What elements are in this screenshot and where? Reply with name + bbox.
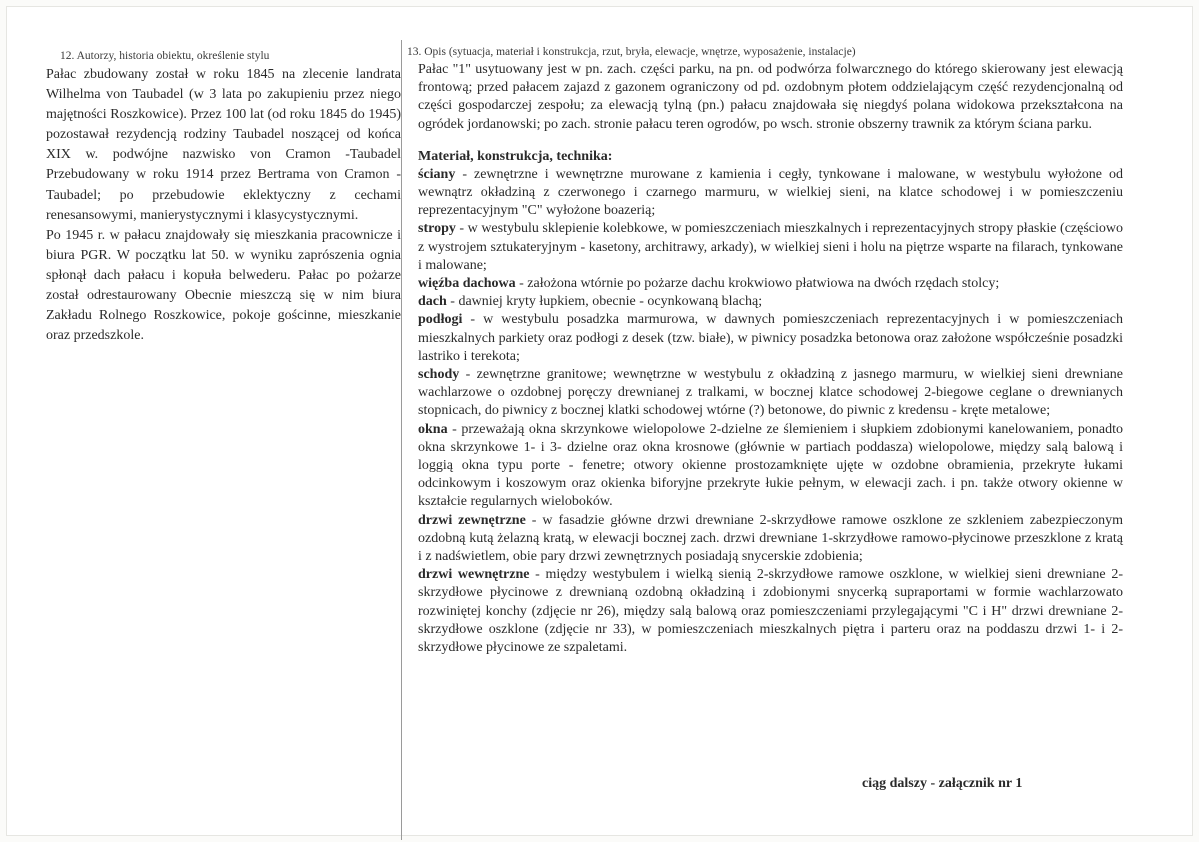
- item-text: - między westybulem i wielką sienią 2-skrzydłowe ramowe oszklone, w wielkiej sieni drewniane 2-skrzydłowe płycinowe z drewnianą ozdobną okładziną i zdobionymi snycerką supraportami w formie wachlarzowato rozwiniętej konchy (zdjęcie nr 26), między salą balową oraz pomieszczeniami przylegającymi "C i H" drzwi drewniane 2-skrzydłowe oszklone (zdjęcie nr 33), w pomieszczeniach mieszkalnych piętra i parteru oraz na poddaszu drzwi 1- i 2-skrzydłowe płycinowe ze szpaletami.: [418, 567, 1123, 656]
- material-item-roof-truss: [418, 275, 1123, 293]
- material-item-interior-doors: [418, 566, 1123, 657]
- history-paragraph-1: Pałac zbudowany został w roku 1845 na zlecenie landrata Wilhelma von Taubadel (w 3 lata po zakupieniu przez niego majętności Roszkowice). Przez 100 lat (od roku 1845 do 1945) pozostawał rezydencją rodziny Taubadel noszącej od końca XIX w. podwójne nazwisko von Cramon -Taubadel Przebudowany w roku 1914 przez Bertrama von Cramon - Taubadel; po przebudowie eklektyczny z cechami renesansowymi, manierystycznymi i klasycystycznymi.: [46, 67, 401, 223]
- section-13-heading: 13. Opis (sytuacja, materiał i konstrukcja, rzut, bryła, elewacje, wnętrze, wyposażenie, instalacje): [407, 46, 856, 58]
- column-divider: [401, 40, 402, 840]
- item-text: - w fasadzie główne drzwi drewniane 2-skrzydłowe ramowe oszklone ze szkleniem zabezpieczonym ozdobną kutą żelazną kratą, w elewacji bocznej zach. drzwi drewniane 1-skrzydłowe ramowo-płycinowe przeszklone z kratą i z nadświetlem, obie pary drzwi zewnętrznych posiadają snycerskie zdobienia;: [418, 512, 1123, 565]
- item-text: - w westybulu posadzka marmurowa, w dawnych pomieszczeniach reprezentacyjnych i w pomieszczeniach mieszkalnych parkiety oraz podłogi z desek (tzw. białe), w piwnicy posadzka betonowa oraz założone współcześnie posadzki lastriko i terekota;: [418, 312, 1123, 364]
- section-12-heading: 12. Autorzy, historia obiektu, określenie stylu: [60, 50, 270, 62]
- material-list: [418, 166, 1123, 657]
- material-item-walls: [418, 166, 1123, 221]
- item-text: - założona wtórnie po pożarze dachu krokwiowo płatwiowa na dwóch rzędach stolcy;: [515, 276, 1000, 292]
- item-term: więźba dachowa: [418, 276, 516, 292]
- material-item-ceilings: [418, 220, 1123, 275]
- material-item-windows: [418, 421, 1123, 512]
- item-term: okna: [418, 421, 448, 437]
- section-12: [46, 50, 401, 346]
- history-paragraph-2: Po 1945 r. w pałacu znajdowały się mieszkania pracownicze i biura PGR. W początku lat 50. w wyniku zaprószenia ognia spłonął dach pałacu i kopuła belwederu. Pałac po pożarze został odrestaurowany Obecnie mieszczą się w nim biura Zakładu Rolnego Roszkowice, pokoje gościnne, mieszkanie oraz przedszkole.: [46, 227, 401, 344]
- item-term: schody: [418, 367, 460, 383]
- item-term: podłogi: [418, 312, 463, 328]
- section-13: [407, 46, 1142, 657]
- material-item-exterior-doors: [418, 512, 1123, 567]
- item-term: ściany: [418, 166, 456, 182]
- item-term: drzwi zewnętrzne: [418, 512, 526, 528]
- item-term: stropy: [418, 221, 456, 237]
- material-item-roof: [418, 293, 1123, 311]
- item-text: - zewnętrzne granitowe; wewnętrzne w westybulu z okładziną z jasnego marmuru, w wielkiej sieni drewniane wachlarzowe o ozdobnej poręczy drewnianej z tralkami, w bocznej klatce schodowej 2-biegowe ceglane o drewnianych stopnicach, do piwnicy z bocznej klatki schodowej wtórne (?) betonowe, do piwnic z kredensu - kręte metalowe;: [418, 367, 1123, 419]
- material-item-stairs: [418, 366, 1123, 421]
- location-description: Pałac "1" usytuowany jest w pn. zach. części parku, na pn. od podwórza folwarcznego do którego skierowany jest elewacją frontową; przed pałacem zajazd z gazonem ograniczony od pd. ozdobnym płotem oddzielającym część rezydencjonalną od części gospodarczej zespołu; za elewacją tylną (pn.) pałacu znajdowała się niegdyś polana widokowa przekształcona na ogródek jordanowski; po zach. stronie pałacu teren ogrodów, po wsch. stronie obszerny trawnik za którym ściana parku.: [418, 62, 1123, 132]
- material-item-floors: [418, 311, 1123, 366]
- item-text: - w westybulu sklepienie kolebkowe, w pomieszczeniach mieszkalnych i reprezentacyjnych stropy płaskie (częściowo z wystrojem sztukateryjnym - kasetony, architrawy, arkady), w wielkiej sieni i holu na piętrze wsparte na filarach, tynkowane i malowane;: [418, 221, 1123, 273]
- item-text: - zewnętrzne i wewnętrzne murowane z kamienia i cegły, tynkowane i malowane, w westybulu wyłożone od wewnątrz okładziną z czerwonego i czarnego marmuru, w wielkiej sieni, na klatce schodowej i w pomieszczeniu reprezentacyjnym "C" wyłożone boazerią;: [418, 166, 1123, 219]
- item-text: - dawniej kryty łupkiem, obecnie - ocynkowaną blachą;: [446, 294, 763, 310]
- item-term: drzwi wewnętrzne: [418, 567, 530, 583]
- item-text: - przeważają okna skrzynkowe wielopolowe 2-dzielne ze ślemieniem i słupkiem zdobionymi kanelowaniem, ponadto okna skrzynkowe 1- i 3- dzielne oraz okna krosnowe (głównie w partiach poddasza) wielopolowe, między salą balową i loggią okna typu porte - fenetre; otwory okienne prostozamknięte ujęte w ozdobne obramienia, przekryte łukami odcinkowym i koszowym oraz okienka biforyjne przekryte łukie pełnym, w elewacji zach. i pn. także otwory okienne w kształcie regularnych wieloboków.: [418, 421, 1123, 510]
- item-term: dach: [418, 294, 447, 310]
- material-construction-title: Materiał, konstrukcja, technika:: [418, 148, 613, 164]
- continuation-note: ciąg dalszy - załącznik nr 1: [862, 776, 1023, 791]
